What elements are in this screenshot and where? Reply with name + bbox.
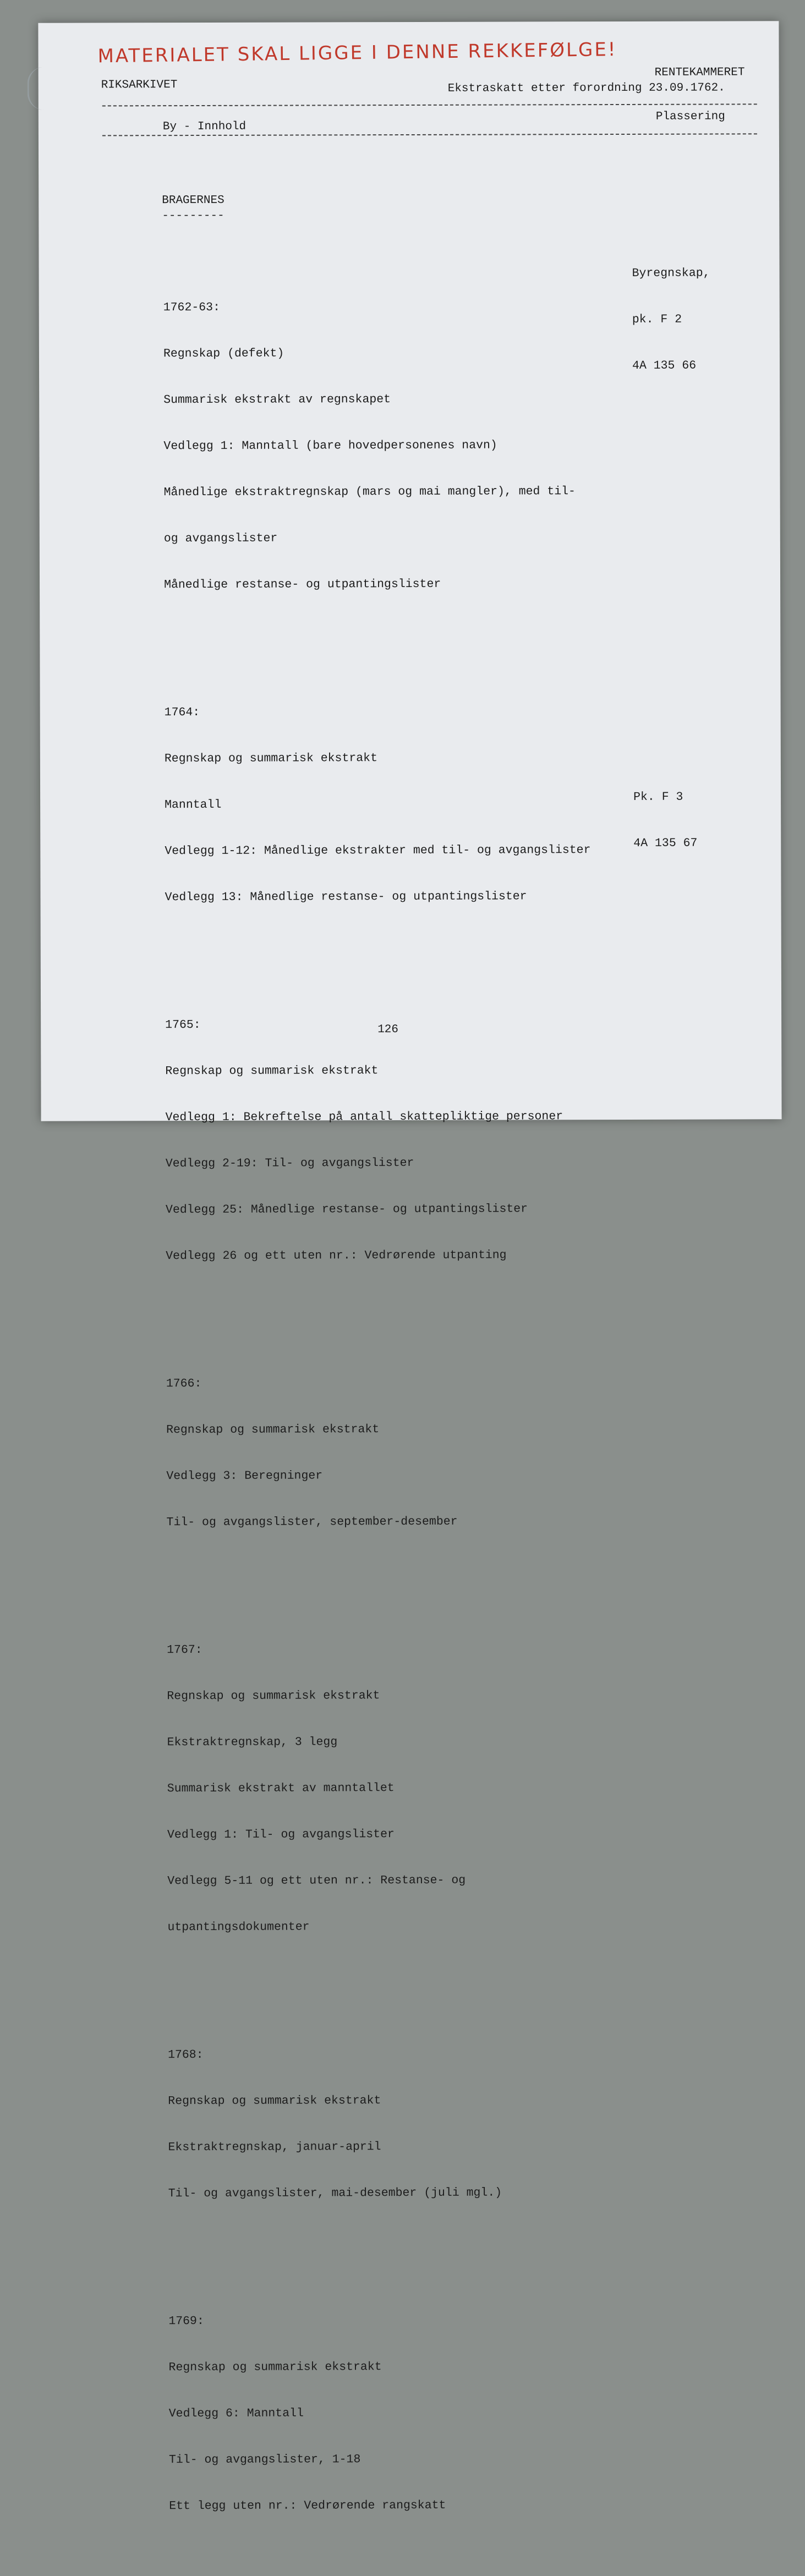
placement-block-2 (633, 759, 698, 882)
section-line: Vedlegg 3: Beregninger (166, 1469, 323, 1483)
section-line: Vedlegg 1: Bekreftelse på antall skattepliktige personer (165, 1110, 563, 1125)
section-line: Regnskap og summarisk ekstrakt (164, 752, 377, 766)
section-1768 (168, 2015, 594, 2232)
placement-line: 4A 135 66 (632, 359, 697, 372)
section-line: Regnskap og summarisk ekstrakt (168, 2360, 382, 2375)
city-underline: --------- (162, 209, 224, 223)
section-1767 (167, 1610, 594, 1966)
section-line: Ekstraktregnskap, 3 legg (167, 1735, 338, 1750)
punch-hole-mark (28, 67, 48, 110)
section-year: 1765: (165, 1018, 201, 1032)
section-line: Vedlegg 1: Manntall (bare hovedpersonenes navn) (163, 439, 497, 453)
placement-line: Byregnskap, (632, 266, 710, 280)
placement-line: Pk. F 3 (633, 790, 683, 804)
column-header-content: By - Innhold (162, 120, 247, 134)
placement-block-1 (632, 235, 710, 404)
section-line: Vedlegg 13: Månedlige restanse- og utpantingslister (165, 890, 527, 905)
office-title: RENTEKAMMERET (654, 66, 745, 79)
section-line: Månedlige ekstraktregnskap (mars og mai mangler), med til- (163, 485, 576, 500)
section-line: Vedlegg 2-19: Til- og avgangslister (165, 1156, 414, 1171)
section-line: Regnskap (defekt) (163, 347, 284, 361)
section-line: Regnskap og summarisk ekstrakt (167, 1689, 380, 1703)
section-line: Vedlegg 25: Månedlige restanse- og utpantingslister (166, 1202, 528, 1217)
section-line: Ett legg uten nr.: Vedrørende rangskatt (169, 2498, 446, 2513)
section-line: og avgangslister (163, 531, 278, 546)
section-line: Vedlegg 6: Manntall (168, 2407, 304, 2421)
document-subtitle: Ekstraskatt etter forordning 23.09.1762. (447, 81, 725, 95)
section-line: Regnskap og summarisk ekstrakt (165, 1064, 379, 1078)
section-line: Månedlige restanse- og utpantingslister (164, 577, 441, 592)
section-line: Ekstraktregnskap, januar-april (168, 2140, 381, 2155)
section-line: Vedlegg 26 og ett uten nr.: Vedrørende utpanting (166, 1248, 507, 1263)
document-page (38, 21, 781, 2513)
section-1769 (168, 2282, 595, 2545)
section-line: Manntall (165, 798, 222, 812)
section-year: 1769: (168, 2314, 204, 2328)
archive-label: RIKSARKIVET (101, 79, 178, 92)
section-line: Regnskap og summarisk ekstrakt (168, 2094, 381, 2108)
city-name: BRAGERNES (162, 194, 224, 207)
section-line: utpantingsdokumenter (167, 1920, 310, 1934)
section-line: Vedlegg 1: Til- og avgangslister (167, 1828, 395, 1842)
section-year: 1764: (164, 706, 200, 720)
section-line: Summarisk ekstrakt av regnskapet (163, 393, 391, 407)
divider-top (102, 103, 757, 106)
section-year: 1766: (166, 1377, 202, 1391)
section-year: 1762-63: (163, 300, 220, 315)
column-header-placement: Plassering (655, 110, 725, 123)
section-year: 1767: (167, 1643, 202, 1657)
placement-line: pk. F 2 (632, 313, 682, 326)
section-1764 (164, 673, 590, 936)
placement-line: 4A 135 67 (633, 836, 698, 850)
handwritten-note: MATERIALET SKAL LIGGE I DENNE REKKEFØLGE! (97, 39, 617, 68)
section-line: Regnskap og summarisk ekstrakt (166, 1423, 380, 1437)
section-line: Til- og avgangslister, september-desember (166, 1515, 458, 1530)
section-line: Til- og avgangslister, 1-18 (168, 2453, 361, 2467)
page-number: 126 (377, 1023, 399, 1037)
section-line: Summarisk ekstrakt av manntallet (167, 1782, 395, 1796)
section-line: Til- og avgangslister, mai-desember (juli mgl.) (168, 2186, 502, 2201)
section-year: 1768: (168, 2048, 204, 2062)
section-line: Vedlegg 5-11 og ett uten nr.: Restanse- og (167, 1873, 466, 1888)
section-1766 (166, 1344, 593, 1561)
section-line: Vedlegg 1-12: Månedlige ekstrakter med til- og avgangslister (165, 843, 591, 858)
section-1762 (163, 268, 590, 623)
contents-list (163, 237, 595, 2575)
